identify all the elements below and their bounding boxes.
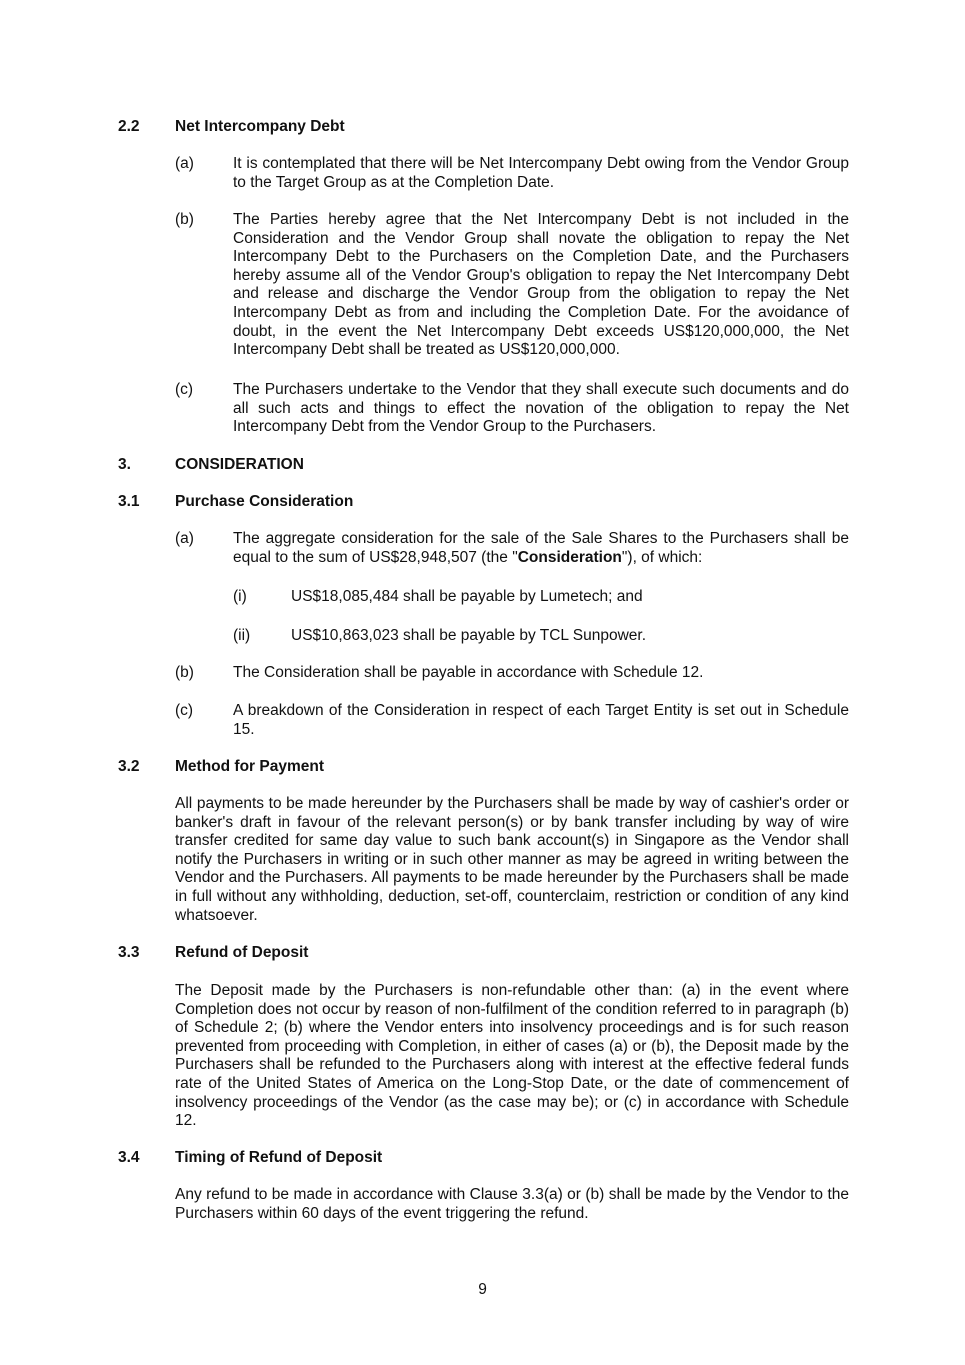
section-number: 2.2 <box>118 118 140 135</box>
subitem-label: (ii) <box>233 627 251 644</box>
page-number: 9 <box>478 1281 487 1298</box>
item-label: (b) <box>175 664 194 681</box>
item-label: (c) <box>175 381 194 398</box>
item-text: The Consideration shall be payable in accordance with Schedule 12. <box>233 664 704 681</box>
subitem-label: (i) <box>233 588 247 605</box>
section-heading: CONSIDERATION <box>175 456 304 473</box>
item-text: A breakdown of the Consideration in respect of each Target Entity is set out in Schedule 15. <box>233 702 849 738</box>
section-number: 3. <box>118 456 131 473</box>
item-text: The Purchasers undertake to the Vendor that they shall execute such documents and do all such acts and things to effect the novation of the obligation to repay the Net Intercompany Debt from the Vendor Group to the Purchasers. <box>233 381 849 436</box>
section-number: 3.3 <box>118 944 140 961</box>
item-label: (c) <box>175 702 194 719</box>
item-text-pre: The aggregate consideration for the sale of the Sale Shares to the Purchasers shall be equal to the sum of US$28,948,507 (the " <box>233 530 849 566</box>
item-label: (b) <box>175 211 194 228</box>
item-label: (a) <box>175 530 194 547</box>
section-heading: Net Intercompany Debt <box>175 118 345 135</box>
item-text: The Parties hereby agree that the Net Intercompany Debt is not included in the Consideration and the Vendor Group shall novate the obligation to repay the Net Intercompany Debt to the Purchasers on the Completion Date, and the Purchasers hereby assume all of the Vendor Group's obligation to repay the Net Intercompany Debt and release and discharge the Vendor Group from the obligation to repay the Net Intercompany Debt as from and including the Completion Date. For the avoidance of doubt, in the event the Net Intercompany Debt exceeds US$120,000,000, the Net Intercompany Debt shall be treated as US$120,000,000. <box>233 211 849 359</box>
section-number: 3.1 <box>118 493 140 510</box>
item-text-post: "), of which: <box>621 548 703 566</box>
section-heading: Refund of Deposit <box>175 944 309 961</box>
item-label: (a) <box>175 155 194 172</box>
section-heading: Method for Payment <box>175 758 324 775</box>
item-text: It is contemplated that there will be Net Intercompany Debt owing from the Vendor Group to the Target Group as at the Completion Date. <box>233 155 849 191</box>
subitem-text: US$18,085,484 shall be payable by Lumetech; and <box>291 588 643 605</box>
section-number: 3.2 <box>118 758 140 775</box>
section-paragraph: All payments to be made hereunder by the Purchasers shall be made by way of cashier's order or banker's draft in favour of the relevant person(s) or by bank transfer including by way of wire transfer credited for same day value to such bank account(s) in Singapore as the Vendor shall notify the Purchasers in writing or in such other manner as may be agreed in writing between the Vendor and the Purchasers. All payments to be made hereunder by the Purchasers shall be made in full without any withholding, deduction, set-off, counterclaim, restriction or condition of any kind whatsoever. <box>175 795 849 924</box>
subitem-text: US$10,863,023 shall be payable by TCL Sunpower. <box>291 627 647 644</box>
item-text <box>233 530 849 567</box>
section-paragraph: The Deposit made by the Purchasers is non-refundable other than: (a) in the event where Completion does not occur by reason of non-fulfilment of the condition referred to in paragraph (b) of Schedule 2; (b) where the Vendor enters into insolvency proceedings and is for such reason prevented from proceeding with Completion, in either of cases (a) or (b), the Deposit made by the Purchasers shall be refunded to the Purchasers along with interest at the effective federal funds rate of the United States of America on the Long-Stop Date, or the date of commencement of insolvency proceedings of the Vendor (as the case may be); or (c) in accordance with Schedule 12. <box>175 982 849 1130</box>
section-number: 3.4 <box>118 1149 140 1166</box>
section-heading: Timing of Refund of Deposit <box>175 1149 383 1166</box>
section-paragraph: Any refund to be made in accordance with Clause 3.3(a) or (b) shall be made by the Vendor to the Purchasers within 60 days of the event triggering the refund. <box>175 1186 849 1222</box>
section-heading: Purchase Consideration <box>175 493 354 510</box>
defined-term: Consideration <box>517 548 622 566</box>
